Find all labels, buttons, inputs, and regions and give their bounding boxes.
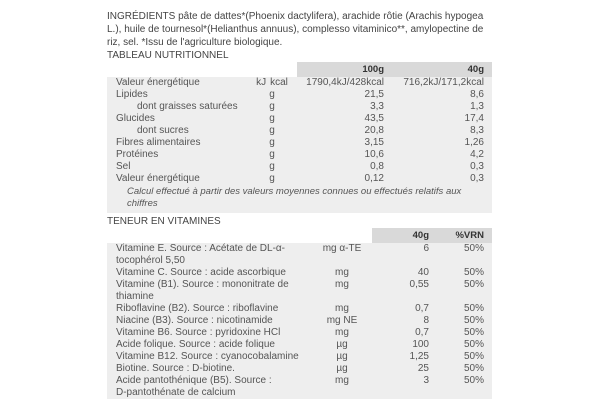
vitamin-vrn: 50% bbox=[437, 243, 492, 267]
row-unit: g bbox=[269, 137, 275, 148]
vitamin-vrn: 50% bbox=[437, 303, 492, 315]
vitamin-label: Acide folique. Source : acide folique bbox=[116, 339, 275, 350]
row-unit: g bbox=[269, 125, 275, 136]
row-value-100g: 20,8 bbox=[364, 125, 384, 136]
vitamin-label-overflow: thiamine bbox=[116, 291, 154, 302]
vitamin-label-cell bbox=[107, 363, 312, 375]
vitamin-vrn: 50% bbox=[437, 279, 492, 303]
row-unit: g bbox=[269, 161, 275, 172]
row-value-100g-cell bbox=[297, 125, 392, 137]
row-value-100g-cell bbox=[297, 149, 392, 161]
vitamin-unit: mg NE bbox=[312, 315, 372, 327]
row-unit-cell bbox=[247, 137, 297, 149]
row-value-100g: 0,12 bbox=[364, 173, 384, 184]
row-value-40g: 8,3 bbox=[392, 125, 492, 137]
ingredients-text: INGRÉDIENTS pâte de dattes*(Phoenix dactylifera), arachide rôtie (Arachis hypogea L.), huile de tournesol*(Helianthus annuus), complesso vitaminico**, amylopectine de riz, sel. *Issu de l'agriculture biologique. bbox=[107, 11, 484, 48]
nutrition-header bbox=[107, 62, 492, 77]
vitamin-row bbox=[107, 267, 492, 279]
nutrition-row bbox=[107, 101, 492, 113]
row-value-100g-cell bbox=[297, 89, 392, 101]
nutrition-row bbox=[107, 113, 492, 125]
vitamin-label-cell bbox=[107, 243, 312, 267]
vitamin-unit: µg bbox=[312, 363, 372, 375]
row-value-40g: 4,2 bbox=[392, 149, 492, 161]
nutrition-row bbox=[107, 149, 492, 161]
row-unit-secondary: kcal bbox=[270, 77, 288, 88]
row-unit-cell bbox=[247, 77, 297, 89]
vitamin-amount: 25 bbox=[372, 363, 437, 375]
nutrition-footnote-overlap: chiffres bbox=[127, 198, 158, 209]
vitamin-unit: mg bbox=[312, 267, 372, 279]
row-label: Valeur énergétique bbox=[107, 173, 247, 185]
row-label: Glucides bbox=[107, 113, 247, 125]
row-unit: g bbox=[269, 113, 275, 124]
nutrition-row bbox=[107, 125, 492, 137]
row-value-40g: 1,26 bbox=[392, 137, 492, 149]
vitamin-label: Biotine. Source : D-biotine. bbox=[116, 363, 235, 374]
row-value-100g: 21,5 bbox=[364, 89, 384, 100]
row-unit: g bbox=[269, 149, 275, 160]
row-value-100g-cell bbox=[297, 173, 392, 185]
vitamin-label: Acide pantothénique (B5). Source : bbox=[116, 375, 272, 386]
row-label: Protéines bbox=[107, 149, 247, 161]
row-label: Fibres alimentaires bbox=[107, 137, 247, 149]
header-empty bbox=[107, 62, 247, 77]
vitamin-row bbox=[107, 375, 492, 399]
row-value-100g: 1790,4kJ/428 bbox=[306, 77, 367, 88]
vitamins-title: TENEUR EN VITAMINES bbox=[107, 216, 221, 227]
vitamin-vrn: 50% bbox=[437, 375, 492, 399]
nutrition-footnote-cell bbox=[107, 185, 492, 213]
nutrition-footnote: Calcul effectué à partir des valeurs moyennes connues ou effectués relatifs aux bbox=[127, 186, 462, 197]
vitamin-vrn: 50% bbox=[437, 315, 492, 327]
vitamin-row bbox=[107, 279, 492, 303]
nutrition-row bbox=[107, 77, 492, 89]
nutrition-row bbox=[107, 161, 492, 173]
vitamin-label-cell bbox=[107, 279, 312, 303]
vitamin-vrn: 50% bbox=[437, 339, 492, 351]
row-label: Valeur énergétique bbox=[107, 77, 247, 89]
vitamin-label: Vitamine E. Source : Acétate de DL-α- bbox=[116, 243, 286, 254]
vitamin-amount: 40 bbox=[372, 267, 437, 279]
vitamin-vrn: 50% bbox=[437, 267, 492, 279]
row-value-100g: 10,6 bbox=[364, 149, 384, 160]
vitamin-label-cell bbox=[107, 339, 312, 351]
col-40g: 40g bbox=[392, 62, 492, 77]
vitamin-unit: mg bbox=[312, 327, 372, 339]
vitamin-label: Vitamine B6. Source : pyridoxine HCl bbox=[116, 327, 281, 338]
col-100g: 100g bbox=[297, 62, 392, 77]
vitamin-row bbox=[107, 339, 492, 351]
row-value-100g: 3,15 bbox=[364, 137, 384, 148]
row-unit-cell bbox=[247, 113, 297, 125]
row-value-100g: 3,3 bbox=[370, 101, 384, 112]
vitamin-amount: 3 bbox=[372, 375, 437, 399]
vitamin-label: Riboflavine (B2). Source : riboflavine bbox=[116, 303, 279, 314]
header-empty bbox=[247, 62, 297, 77]
vitamin-amount: 8 bbox=[372, 315, 437, 327]
vitamin-label-cell bbox=[107, 351, 312, 363]
page-content bbox=[107, 10, 492, 399]
vitamin-amount: 100 bbox=[372, 339, 437, 351]
vitamin-label: Vitamine C. Source : acide ascorbique bbox=[116, 267, 286, 278]
vitamin-unit: mg α-TE bbox=[312, 243, 372, 267]
row-unit-cell bbox=[247, 101, 297, 113]
vitamin-amount: 6 bbox=[372, 243, 437, 267]
nutrition-footnote-row bbox=[107, 185, 492, 213]
row-value-100g-cell bbox=[297, 113, 392, 125]
row-unit: g bbox=[269, 89, 275, 100]
row-value-40g: 0,3 bbox=[392, 173, 492, 185]
nutrition-row bbox=[107, 137, 492, 149]
vitamin-label-cell bbox=[107, 267, 312, 279]
vitamin-label: Vitamine (B1). Source : mononitrate de bbox=[116, 279, 289, 290]
vitamin-label-cell bbox=[107, 315, 312, 327]
header-empty bbox=[312, 228, 372, 243]
vitamin-row bbox=[107, 315, 492, 327]
row-value-100g-cell bbox=[297, 101, 392, 113]
row-unit-cell bbox=[247, 125, 297, 137]
vitamin-label-overflow: D-pantothénate de calcium bbox=[116, 387, 236, 398]
row-value-40g: 8,6 bbox=[392, 89, 492, 101]
nutrition-table bbox=[107, 62, 492, 213]
row-label: Lipides bbox=[107, 89, 247, 101]
nutrition-row bbox=[107, 173, 492, 185]
row-value-100g-unit: kcal bbox=[366, 77, 384, 88]
vitamin-amount: 0,7 bbox=[372, 303, 437, 315]
vitamin-row bbox=[107, 303, 492, 315]
row-value-100g: 43,5 bbox=[364, 113, 384, 124]
vitamin-amount: 0,7 bbox=[372, 327, 437, 339]
row-unit-cell bbox=[247, 161, 297, 173]
vitamin-amount: 1,25 bbox=[372, 351, 437, 363]
row-value-40g: 716,2kJ/171,2kcal bbox=[392, 77, 492, 89]
vitamin-label: Vitamine B12. Source : cyanocobalamine bbox=[116, 351, 299, 362]
vitamin-label: Niacine (B3). Source : nicotinamide bbox=[116, 315, 273, 326]
vitamin-unit: µg bbox=[312, 351, 372, 363]
nutrition-row bbox=[107, 89, 492, 101]
vitamin-label-cell bbox=[107, 375, 312, 399]
vitamin-unit: mg bbox=[312, 279, 372, 303]
row-unit-cell bbox=[247, 89, 297, 101]
vitamin-unit: µg bbox=[312, 339, 372, 351]
row-value-100g-cell bbox=[297, 161, 392, 173]
vitamin-vrn: 50% bbox=[437, 327, 492, 339]
vitamin-vrn: 50% bbox=[437, 363, 492, 375]
nutrition-title: TABLEAU NUTRITIONNEL bbox=[107, 50, 229, 61]
row-unit: kJ bbox=[256, 77, 267, 88]
vitamin-row bbox=[107, 327, 492, 339]
row-unit-cell bbox=[247, 173, 297, 185]
row-value-40g: 1,3 bbox=[392, 101, 492, 113]
row-unit: g bbox=[269, 173, 275, 184]
vitamin-unit: mg bbox=[312, 375, 372, 399]
row-label: dont sucres bbox=[107, 125, 247, 137]
row-unit: g bbox=[269, 101, 275, 112]
vitamin-row bbox=[107, 363, 492, 375]
row-label: Sel bbox=[107, 161, 247, 173]
row-value-40g: 17,4 bbox=[392, 113, 492, 125]
row-value-40g: 0,3 bbox=[392, 161, 492, 173]
vitamins-header bbox=[107, 228, 492, 243]
row-label: dont graisses saturées bbox=[107, 101, 247, 113]
vitamin-vrn: 50% bbox=[437, 351, 492, 363]
row-value-100g-cell bbox=[297, 137, 392, 149]
vitamin-amount: 0,55 bbox=[372, 279, 437, 303]
vitamin-unit: mg bbox=[312, 303, 372, 315]
row-value-100g-cell bbox=[297, 77, 392, 89]
vitamin-label-cell bbox=[107, 303, 312, 315]
col-vrn: %VRN bbox=[437, 228, 492, 243]
row-unit-cell bbox=[247, 149, 297, 161]
vitamin-label-cell bbox=[107, 327, 312, 339]
vitamin-row bbox=[107, 243, 492, 267]
col-40g: 40g bbox=[372, 228, 437, 243]
vitamins-table bbox=[107, 228, 492, 399]
header-empty bbox=[107, 228, 312, 243]
vitamin-row bbox=[107, 351, 492, 363]
row-value-100g: 0,8 bbox=[370, 161, 384, 172]
vitamin-label-overflow: tocophérol 5,50 bbox=[116, 255, 185, 266]
